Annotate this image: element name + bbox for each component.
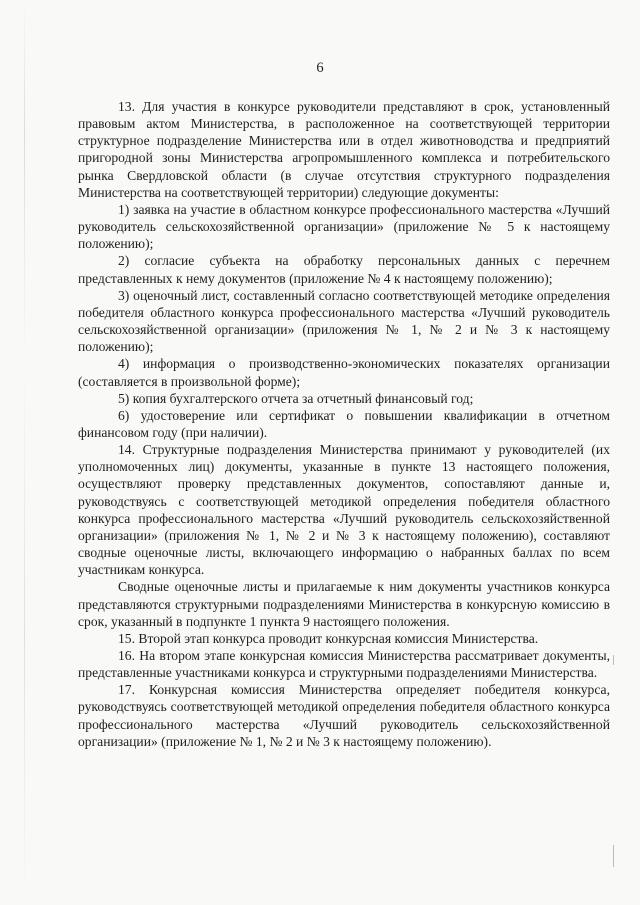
scan-artifact-mark	[613, 655, 614, 665]
list-item-4: 4) информация о производственно-экономических показателях организации (составляется в произвольной форме);	[78, 356, 610, 389]
page-number: 6	[316, 60, 324, 76]
paragraph-13: 13. Для участия в конкурсе руководители представляют в срок, установленный правовым актом Министерства, в расположенное на соответствующей территории структурное подразделение Министерства или в отдел животноводства и предприятий пригородной зоны Министерства агропромышленного комплекса и потребительского рынка Свердловской области (в случае отсутствия структурного подразделения Министерства на соответствующей территории) следующие документы:	[78, 99, 610, 200]
paragraph-15: 15. Второй этап конкурса проводит конкурсная комиссия Министерства.	[118, 630, 539, 646]
paragraph-16: 16. На втором этапе конкурсная комиссия Министерства рассматривает документы, представленные участниками конкурса и структурными подразделениями Министерства.	[78, 648, 610, 681]
list-item-6: 6) удостоверение или сертификат о повышении квалификации в отчетном финансовом году (при наличии).	[78, 407, 610, 440]
document-body	[78, 98, 610, 750]
list-item-1: 1) заявка на участие в областном конкурсе профессионального мастерства «Лучший руководитель сельскохозяйственной организации» (приложение № 5 к настоящему положению);	[78, 201, 610, 252]
list-item-5: 5) копия бухгалтерского отчета за отчетный финансовый год;	[118, 390, 474, 406]
paragraph-17: 17. Конкурсная комиссия Министерства определяет победителя конкурса, руководствуясь соответствующей методикой определения победителя областного конкурса профессионального мастерства «Лучший руководитель сельскохозяйственной организации» (приложение № 1, № 2 и № 3 к настоящему положению).	[78, 682, 610, 749]
scan-artifact-mark	[613, 845, 614, 867]
list-item-3: 3) оценочный лист, составленный согласно соответствующей методике определения победителя областного конкурса профессионального мастерства «Лучший руководитель сельскохозяйственной организации» (приложения № 1, № 2 и № 3 к настоящему положению);	[78, 287, 610, 355]
paragraph-14-continued: Сводные оценочные листы и прилагаемые к ним документы участников конкурса представляются структурными подразделениями Министерства в конкурсную комиссию в срок, указанный в подпункте 1 пункта 9 настоящего положения.	[78, 579, 610, 629]
list-item-2: 2) согласие субъекта на обработку персональных данных с перечнем представленных к нему документов (приложение № 4 к настоящему положению);	[78, 253, 610, 286]
paragraph-14: 14. Структурные подразделения Министерства принимают у руководителей (их уполномоченных лиц) документы, указанные в пункте 13 настоящего положения, осуществляют проверку представленных документов, сопоставляют данные и, руководствуясь с соответствующей методикой определения победителя областного конкурса профессионального мастерства «Лучший руководитель сельскохозяйственной организации» (приложения № 1, № 2 и № 3 к настоящему положению), составляют сводные оценочные листы, включающего информацию о набранных баллах по всем участникам конкурса.	[78, 442, 610, 578]
scan-edge-shadow	[24, 0, 25, 905]
